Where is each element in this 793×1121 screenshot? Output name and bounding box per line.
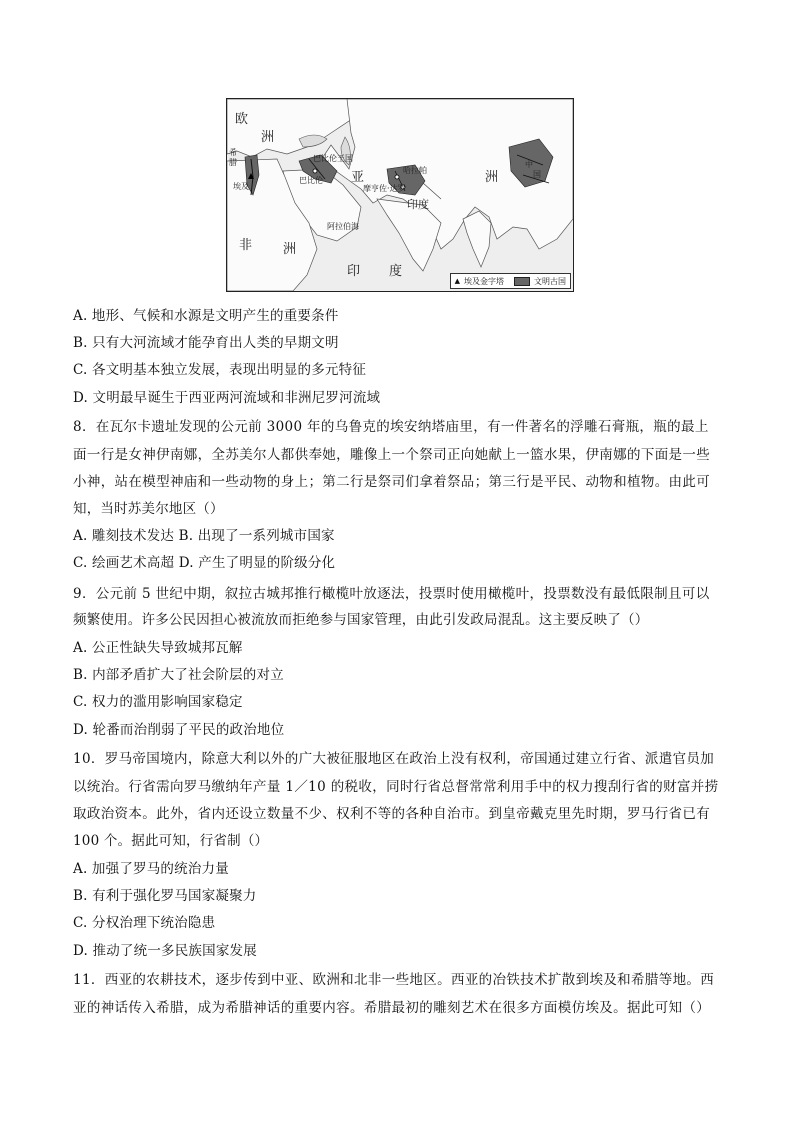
map-label-europe-1: 欧 — [235, 112, 249, 127]
q11-stem-line-2: 亚的神话传入希腊，成为希腊神话的重要内容。希腊最初的雕刻艺术在很多方面模仿埃及。据此可知（） — [73, 1000, 711, 1016]
q10-stem-line-4: 100 个。据此可知，行省制（） — [73, 833, 269, 849]
q7-option-a: A. 地形、气候和水源是文明产生的重要条件 — [73, 308, 339, 324]
q7-option-d: D. 文明最早诞生于西亚两河流域和非洲尼罗河流域 — [73, 390, 381, 406]
q10-stem-line-2: 以统治。行省需向罗马缴纳年产量 1／10 的税收，同时行省总督常常利用手中的权力搜刮行省的财富并捞 — [73, 779, 719, 795]
q10-option-a: A. 加强了罗马的统治力量 — [73, 861, 229, 877]
map-label-harappa: 哈拉帕 — [403, 166, 427, 175]
map-label-mohenjo: 摩亨佐·达罗 — [363, 184, 406, 193]
map-label-greece-2: 腊 — [229, 158, 237, 167]
map-label-indian-ocean-2: 度 — [389, 264, 403, 279]
map-label-china-2: 国 — [533, 170, 541, 179]
q10-stem-line-1: 10．罗马帝国境内，除意大利以外的广大被征服地区在政治上没有权利，帝国通过建立行省、派遣官员加 — [73, 751, 715, 767]
map-label-babylon-kingdom: 巴比伦王国 — [313, 154, 353, 163]
legend-civilization-swatch-icon — [514, 277, 530, 286]
q8-stem-line-2: 面一行是女神伊南娜，全苏美尔人都供奉她，雕像上一个祭司正向她献上一篮水果，伊南娜的下面是一些 — [73, 447, 711, 463]
map-label-india: 印度 — [407, 198, 429, 211]
q10-stem-line-3: 取政治资本。此外，省内还设立数量不少、权利不等的各种自治市。到皇帝戴克里先时期，罗马行省已有 — [73, 806, 711, 822]
map-label-greece-1: 希 — [229, 148, 237, 157]
map-label-africa-1: 非 — [239, 238, 253, 253]
map-label-asia: 亚 — [351, 170, 365, 185]
map-label-europe-2: 洲 — [261, 130, 275, 145]
q10-option-c: C. 分权治理下统治隐患 — [73, 915, 216, 931]
map-label-china-1: 中 — [525, 160, 533, 169]
map-label-asia-2: 洲 — [485, 170, 499, 185]
map-label-indian-ocean-1: 印 — [347, 264, 361, 279]
map-legend — [450, 273, 571, 289]
q7-option-b: B. 只有大河流域才能孕育出人类的早期文明 — [73, 335, 339, 351]
map-label-egypt: 埃及 — [233, 182, 249, 191]
q8-options-ab: A. 雕刻技术发达 B. 出现了一系列城市国家 — [73, 528, 335, 544]
ancient-civilizations-map — [226, 98, 574, 292]
map-label-arabian-sea: 阿拉伯海 — [327, 222, 359, 231]
map-drawing — [227, 99, 573, 291]
map-label-africa-2: 洲 — [283, 242, 297, 257]
pyramid-triangle-icon: ▲ — [454, 277, 460, 285]
legend-civilization-label: 文明古国 — [534, 276, 566, 286]
map-label-babylon: 巴比伦 — [299, 176, 323, 185]
q8-options-cd: C. 绘画艺术高超 D. 产生了明显的阶级分化 — [73, 555, 336, 571]
q9-stem-line-1: 9．公元前 5 世纪中期，叙拉古城邦推行橄榄叶放逐法，投票时使用橄榄叶，投票数没有最低限制且可以 — [73, 586, 710, 602]
q9-option-a: A. 公正性缺失导致城邦瓦解 — [73, 640, 243, 656]
q11-stem-line-1: 11．西亚的农耕技术，逐步传到中亚、欧洲和北非一些地区。西亚的冶铁技术扩散到埃及和希腊等地。西 — [73, 972, 715, 988]
q8-stem-line-3: 小神，站在模型神庙和一些动物的身上；第二行是祭司们拿着祭品；第三行是平民、动物和植物。由此可 — [73, 474, 711, 490]
q8-stem-line-4: 知，当时苏美尔地区（） — [73, 501, 224, 517]
q10-option-d: D. 推动了统一多民族国家发展 — [73, 943, 257, 959]
q9-option-d: D. 轮番而治削弱了平民的政治地位 — [73, 722, 285, 738]
q9-option-b: B. 内部矛盾扩大了社会阶层的对立 — [73, 667, 284, 683]
q10-option-b: B. 有利于强化罗马国家凝聚力 — [73, 888, 257, 904]
q8-stem-line-1: 8．在瓦尔卡遗址发现的公元前 3000 年的乌鲁克的埃安纳塔庙里，有一件著名的浮雕石膏瓶，瓶的最上 — [73, 419, 709, 435]
legend-pyramid-label: 埃及金字塔 — [464, 276, 504, 286]
q7-option-c: C. 各文明基本独立发展，表现出明显的多元特征 — [73, 362, 367, 378]
q9-stem-line-2: 频繁使用。许多公民因担心被流放而拒绝参与国家管理，由此引发政局混乱。这主要反映了（） — [73, 612, 649, 628]
q9-option-c: C. 权力的滥用影响国家稳定 — [73, 694, 243, 710]
